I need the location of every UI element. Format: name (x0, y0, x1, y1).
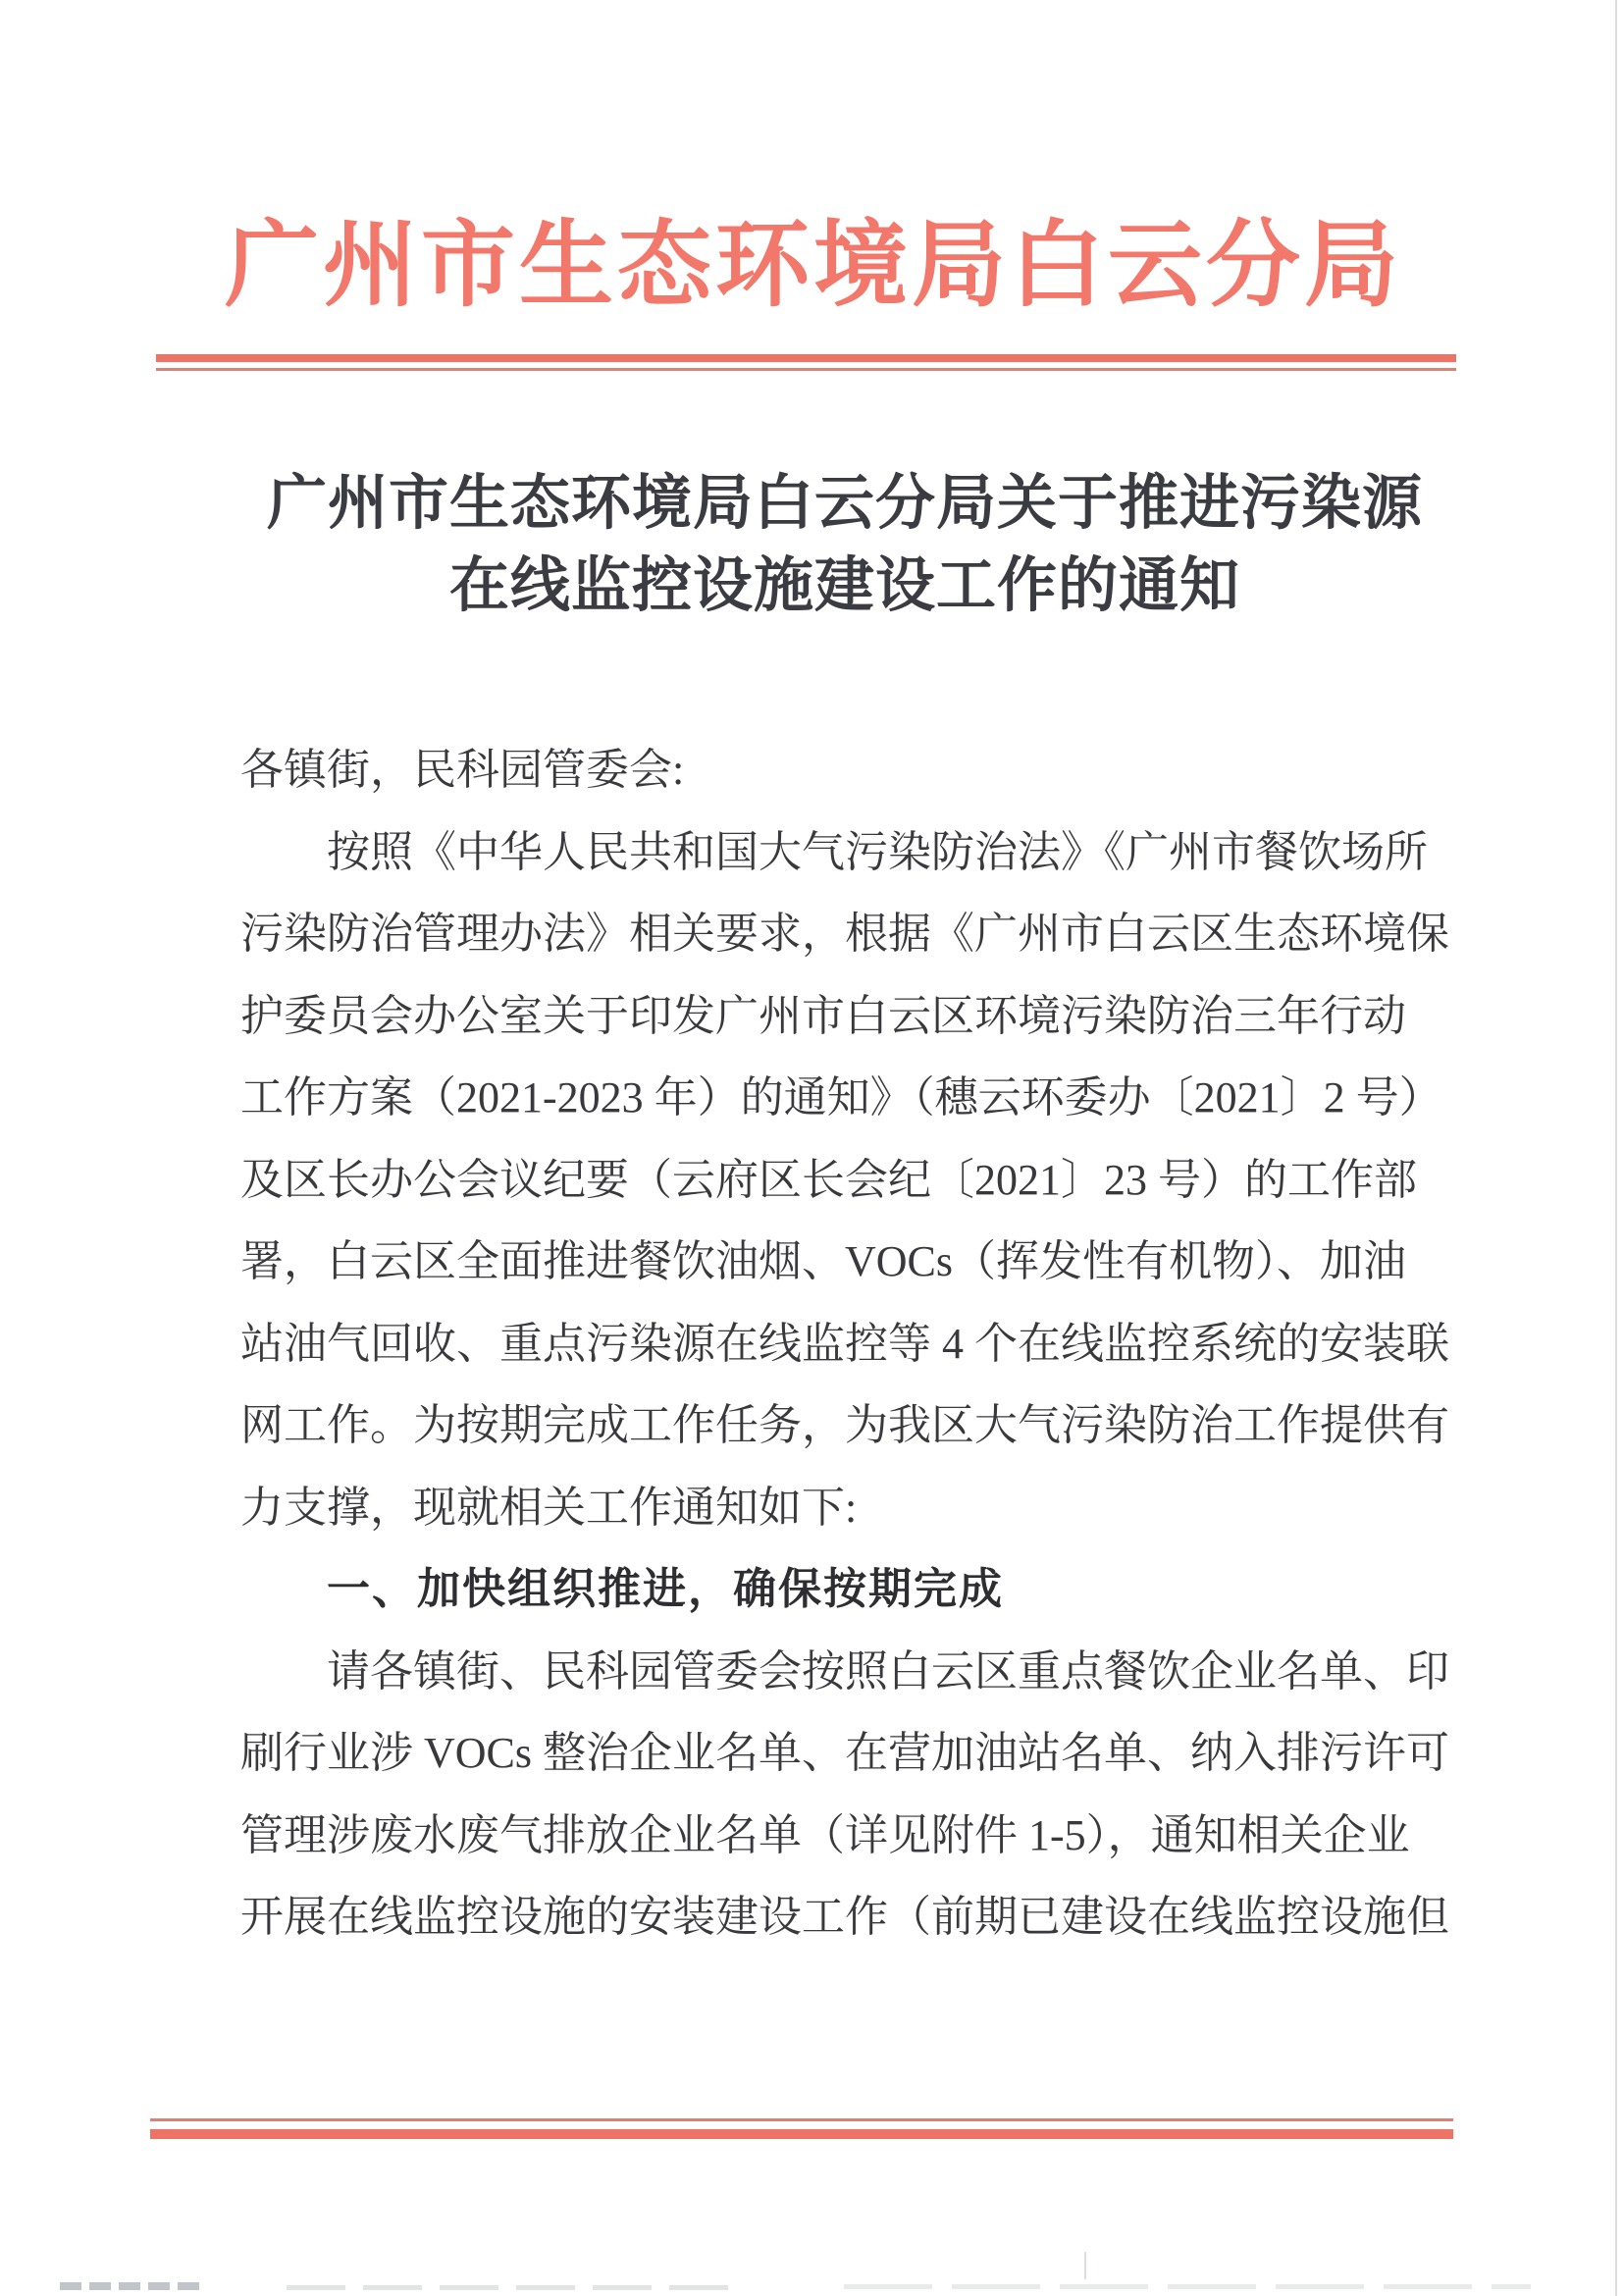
body-text-line: 开展在线监控设施的安装建设工作（前期已建设在线监控设施但 (240, 1893, 1449, 1941)
body-text-line: 按照《中华人民共和国大气污染防治法》《广州市餐饮场所 (327, 827, 1428, 876)
scan-edge-artifact (1615, 0, 1617, 2296)
header-rule-thin (156, 368, 1456, 371)
body-text-line: 管理涉废水废气排放企业名单（详见附件 1-5），通知相关企业 (240, 1810, 1410, 1859)
body-text-line: 工作方案（2021-2023 年）的通知》（穗云环委办〔2021〕2 号） (240, 1073, 1442, 1122)
scan-bottom-artifact (287, 2285, 728, 2290)
body-text-line: 署，白云区全面推进餐饮油烟、VOCs（挥发性有机物）、加油 (240, 1237, 1407, 1285)
section-heading: 一、加快组织推进，确保按期完成 (327, 1565, 1004, 1613)
body-text-line: 污染防治管理办法》相关要求，根据《广州市白云区生态环境保 (240, 910, 1449, 958)
footer-rule-thick (150, 2129, 1453, 2139)
body-text-line: 站油气回收、重点污染源在线监控等 4 个在线监控系统的安装联 (240, 1319, 1449, 1368)
document-title-line1: 广州市生态环境局白云分局关于推进污染源 (266, 471, 1423, 537)
body-text-line: 力支撑，现就相关工作通知如下: (240, 1483, 858, 1532)
scan-bottom-artifact (60, 2282, 207, 2290)
document-title-line2: 在线监控设施建设工作的通知 (448, 553, 1240, 619)
document-title (240, 463, 1449, 628)
scan-bottom-artifact (844, 2284, 1531, 2289)
body-text-line: 网工作。为按期完成工作任务，为我区大气污染防治工作提供有 (240, 1401, 1449, 1449)
body-text-line: 各镇街，民科园管委会: (240, 746, 685, 794)
scan-tick-artifact (1084, 2252, 1086, 2279)
document-body (240, 729, 1457, 1958)
body-text-line: 刷行业涉 VOCs 整治企业名单、在营加油站名单、纳入排污许可 (240, 1729, 1450, 1777)
letterhead-title: 广州市生态环境局白云分局 (225, 213, 1402, 318)
header-rule-thick (156, 354, 1456, 362)
footer-rule-thin (150, 2118, 1453, 2121)
body-text-line: 及区长办公会议纪要（云府区长会纪〔2021〕23 号）的工作部 (240, 1155, 1417, 1204)
body-text-line: 护委员会办公室关于印发广州市白云区环境污染防治三年行动 (240, 991, 1406, 1040)
body-text-line: 请各镇街、民科园管委会按照白云区重点餐饮企业名单、印 (327, 1646, 1449, 1696)
